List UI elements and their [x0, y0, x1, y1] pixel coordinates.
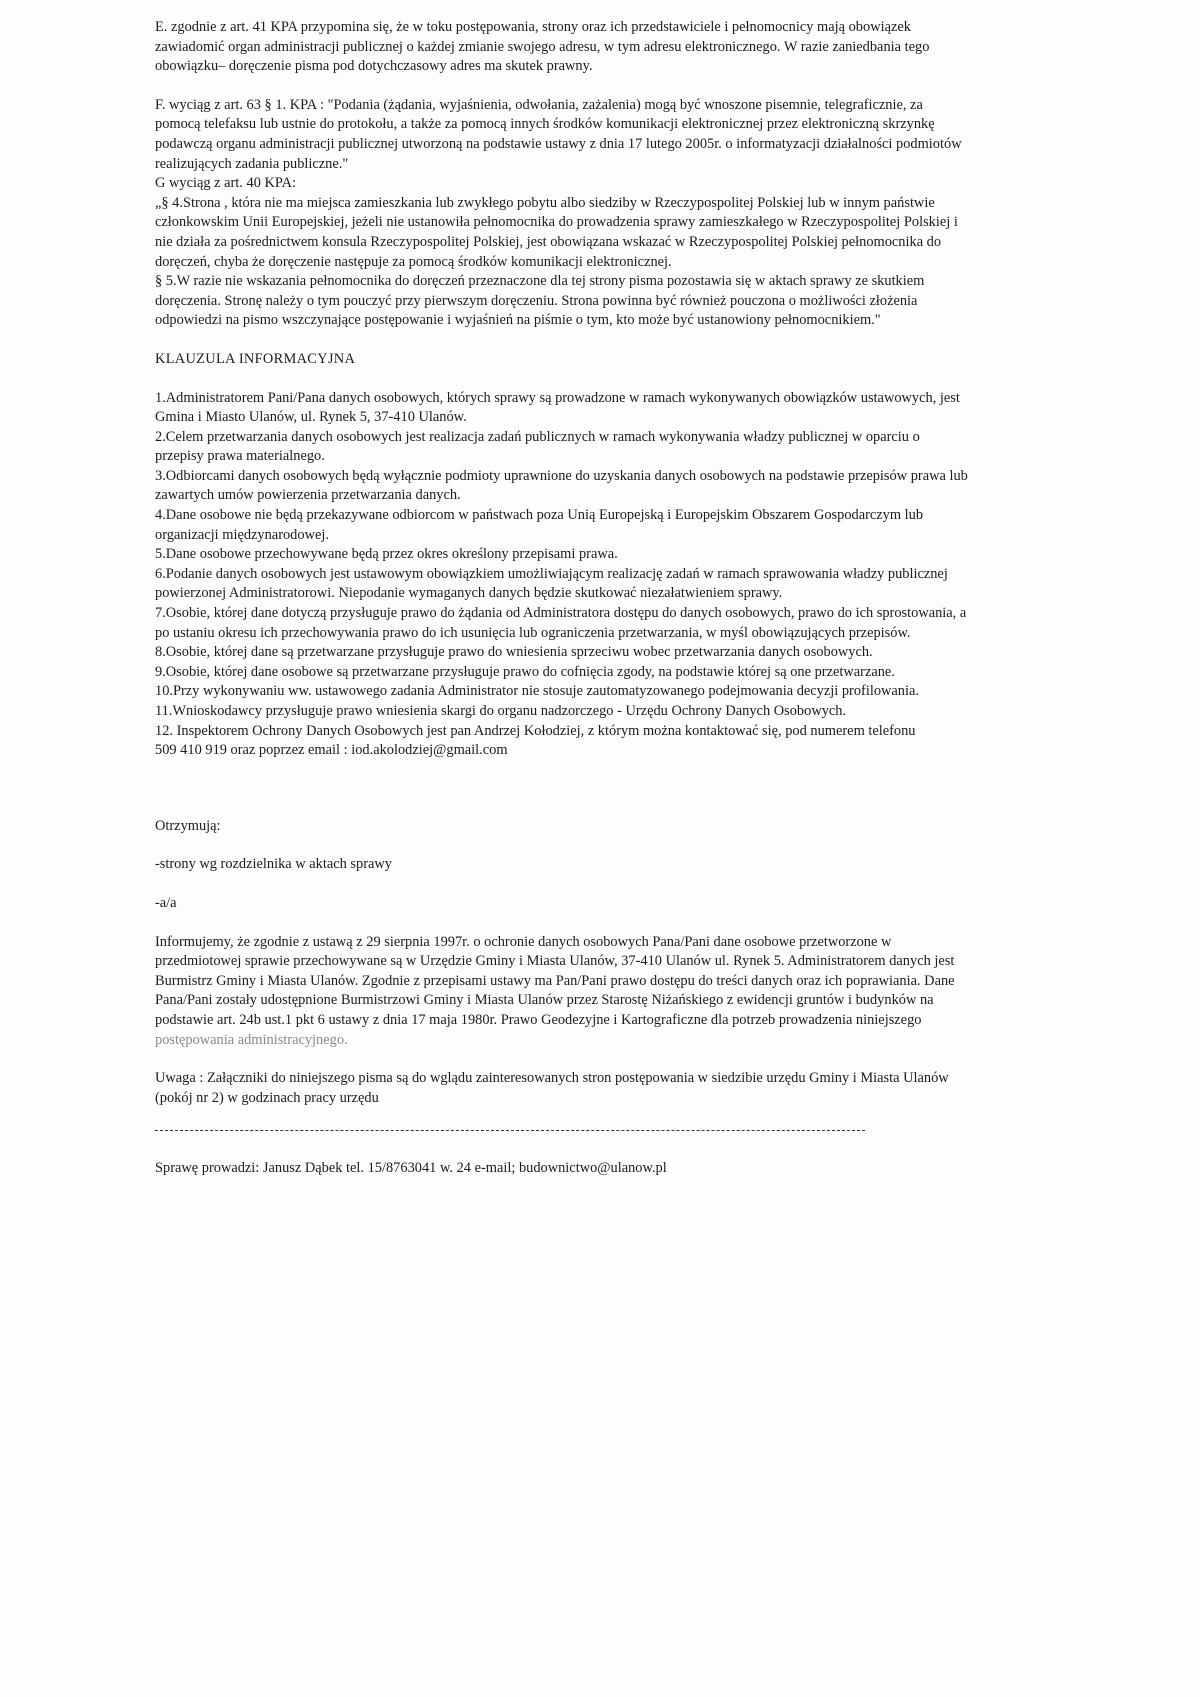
text-line: podawczą organu administracji publicznej utworzoną na podstawie ustawy z dnia 17 lutego 2005r. o informatyzacji działalności podmiotów — [155, 135, 962, 152]
klauzula-line: organizacji międzynarodowej. — [155, 526, 329, 543]
attachments-note — [155, 1069, 1060, 1108]
document-body — [155, 18, 1060, 1179]
klauzula-line: przepisy prawa materialnego. — [155, 448, 325, 465]
klauzula-line: po ustaniu okresu ich przechowywania prawo do ich usunięcia lub ograniczenia przetwarzania, w myśl obowiązujących przepisów. — [155, 624, 911, 641]
klauzula-line: 6.Podanie danych osobowych jest ustawowym obowiązkiem umożliwiającym realizację zadań w ramach sprawowania władzy publicznej — [155, 565, 948, 582]
klauzula-heading: KLAUZULA INFORMACYJNA — [155, 350, 356, 367]
info-line-faded: postępowania administracyjnego. — [155, 1031, 348, 1048]
klauzula-line: 9.Osobie, której dane osobowe są przetwarzane przysługuje prawo do cofnięcia zgody, na podstawie której są one przetwarzane. — [155, 663, 895, 680]
info-line: Informujemy, że zgodnie z ustawą z 29 sierpnia 1997r. o ochronie danych osobowych Pana/Pani dane osobowe przetworzone w — [155, 933, 892, 950]
text-line: odpowiedzi na pismo wszczynające postępowanie i wyjaśnień na piśmie o tym, kto może być ustanowiony pełnomocnikiem." — [155, 312, 881, 329]
info-line: Pana/Pani zostały udostępnione Burmistrzowi Gminy i Miasta Ulanów przez Starostę Niżańskiego z ewidencji gruntów i budynków na — [155, 992, 934, 1009]
info-line: Burmistrz Gminy i Miasta Ulanów. Zgodnie z przepisami ustawy ma Pan/Pani prawo dostępu do treści danych oraz ich poprawiania. Dane — [155, 972, 955, 989]
klauzula-line: Gmina i Miasto Ulanów, ul. Rynek 5, 37-410 Ulanów. — [155, 409, 467, 426]
klauzula-line: 12. Inspektorem Ochrony Danych Osobowych jest pan Andrzej Kołodziej, z którym można kontaktować się, pod numerem telefonu — [155, 722, 916, 739]
text-line: zawiadomić organ administracji publicznej o każdej zmianie swojego adresu, w tym adresu elektronicznego. W razie zaniedbania tego — [155, 38, 930, 55]
klauzula-line: 10.Przy wykonywaniu ww. ustawowego zadania Administrator nie stosuje zautomatyzowanego podejmowania decyzji profilowania. — [155, 683, 919, 700]
info-line: przedmiotowej sprawie przechowywane są w Urzędzie Gminy i Miasta Ulanów, 37-410 Ulanów ul. Rynek 5. Administratorem danych jest — [155, 953, 955, 970]
klauzula-line: 5.Dane osobowe przechowywane będą przez okres określony przepisami prawa. — [155, 546, 618, 563]
section-e — [155, 18, 1060, 77]
klauzula-line: zawartych umów powierzenia przetwarzania danych. — [155, 487, 461, 504]
recipient-item: -a/a — [155, 894, 177, 911]
text-line: nie działa za pośrednictwem konsula Rzeczypospolitej Polskiej, jest obowiązana wskazać w Rzeczypospolitej Polskiej pełnomocnika do — [155, 233, 942, 250]
text-line: F. wyciąg z art. 63 § 1. KPA : "Podania (żądania, wyjaśnienia, odwołania, zażalenia) mogą być wnoszone pisemnie, telegraficznie, za — [155, 96, 923, 113]
text-line: doręczeń, chyba że doręczenie następuje za pomocą środków komunikacji elektronicznej. — [155, 253, 672, 270]
text-line: pomocą telefaksu lub ustnie do protokołu, a także za pomocą innych środków komunikacji elektronicznej przez elektroniczną skrzynkę — [155, 116, 935, 133]
text-line: G wyciąg z art. 40 KPA: — [155, 175, 296, 192]
klauzula-line: 2.Celem przetwarzania danych osobowych jest realizacja zadań publicznych w ramach wykonywania władzy publicznej w oparciu o — [155, 428, 920, 445]
klauzula-line: 509 410 919 oraz poprzez email : iod.akolodziej@gmail.com — [155, 742, 508, 759]
note-line: (pokój nr 2) w godzinach pracy urzędu — [155, 1089, 379, 1106]
note-line: Uwaga : Załączniki do niniejszego pisma są do wglądu zainteresowanych stron postępowania w siedzibie urzędu Gminy i Miasta Ulanów — [155, 1070, 949, 1087]
klauzula-list — [155, 389, 1060, 761]
section-f — [155, 96, 1060, 174]
text-line: § 5.W razie nie wskazania pełnomocnika do doręczeń przeznaczone dla tej strony pisma pozostawia się w aktach sprawy ze skutkiem — [155, 273, 925, 290]
text-line: doręczenia. Stronę należy o tym pouczyć przy pierwszym doręczeniu. Strona powinna być również pouczona o możliwości złożenia — [155, 292, 918, 309]
klauzula-line: 8.Osobie, której dane są przetwarzane przysługuje prawo do wniesienia sprzeciwu wobec przetwarzania danych osobowych. — [155, 644, 873, 661]
text-line: realizujących zadania publiczne." — [155, 155, 349, 172]
klauzula-line: 7.Osobie, której dane dotyczą przysługuje prawo do żądania od Administratora dostępu do danych osobowych, prawo do ich sprostowania, a — [155, 605, 967, 622]
section-g — [155, 174, 1060, 331]
klauzula-line: 3.Odbiorcami danych osobowych będą wyłącznie podmioty uprawnione do uzyskania danych osobowych na podstawie przepisów prawa lub — [155, 467, 968, 484]
case-handler-contact: Sprawę prowadzi: Janusz Dąbek tel. 15/8763041 w. 24 e-mail; budownictwo@ulanow.pl — [155, 1160, 667, 1177]
klauzula-line: 11.Wnioskodawcy przysługuje prawo wniesienia skargi do organu nadzorczego - Urzędu Ochrony Danych Osobowych. — [155, 703, 847, 719]
recipients-heading: Otrzymują: — [155, 817, 221, 834]
info-line: podstawie art. 24b ust.1 pkt 6 ustawy z dnia 17 maja 1980r. Prawo Geodezyjne i Kartograficzne dla potrzeb prowadzenia niniejszego — [155, 1011, 922, 1028]
text-line: E. zgodnie z art. 41 KPA przypomina się, że w toku postępowania, strony oraz ich przedstawiciele i pełnomocnicy mają obowiązek — [155, 19, 911, 35]
klauzula-line: 1.Administratorem Pani/Pana danych osobowych, których sprawy są prowadzone w ramach wykonywanych obowiązków ustawowych, jest — [155, 389, 960, 406]
klauzula-line: powierzonej Administratorowi. Niepodanie wymaganych danych będzie skutkować niezałatwieniem sprawy. — [155, 585, 783, 602]
data-protection-info — [155, 933, 1060, 1051]
recipient-item: -strony wg rozdzielnika w aktach sprawy — [155, 856, 392, 873]
text-line: obowiązku– doręczenie pisma pod dotychczasowy adres ma skutek prawny. — [155, 58, 593, 75]
text-line: „§ 4.Strona , która nie ma miejsca zamieszkania lub zwykłego pobytu albo siedziby w Rzeczypospolitej Polskiej lub w innym państwie — [155, 194, 935, 211]
klauzula-line: 4.Dane osobowe nie będą przekazywane odbiorcom w państwach poza Unią Europejską i Europejskim Obszarem Gospodarczym lub — [155, 507, 924, 524]
text-line: członkowskim Unii Europejskiej, jeżeli nie ustanowiła pełnomocnika do prowadzenia sprawy zamieszkałego w Rzeczypospolitej Polskiej i — [155, 214, 958, 231]
